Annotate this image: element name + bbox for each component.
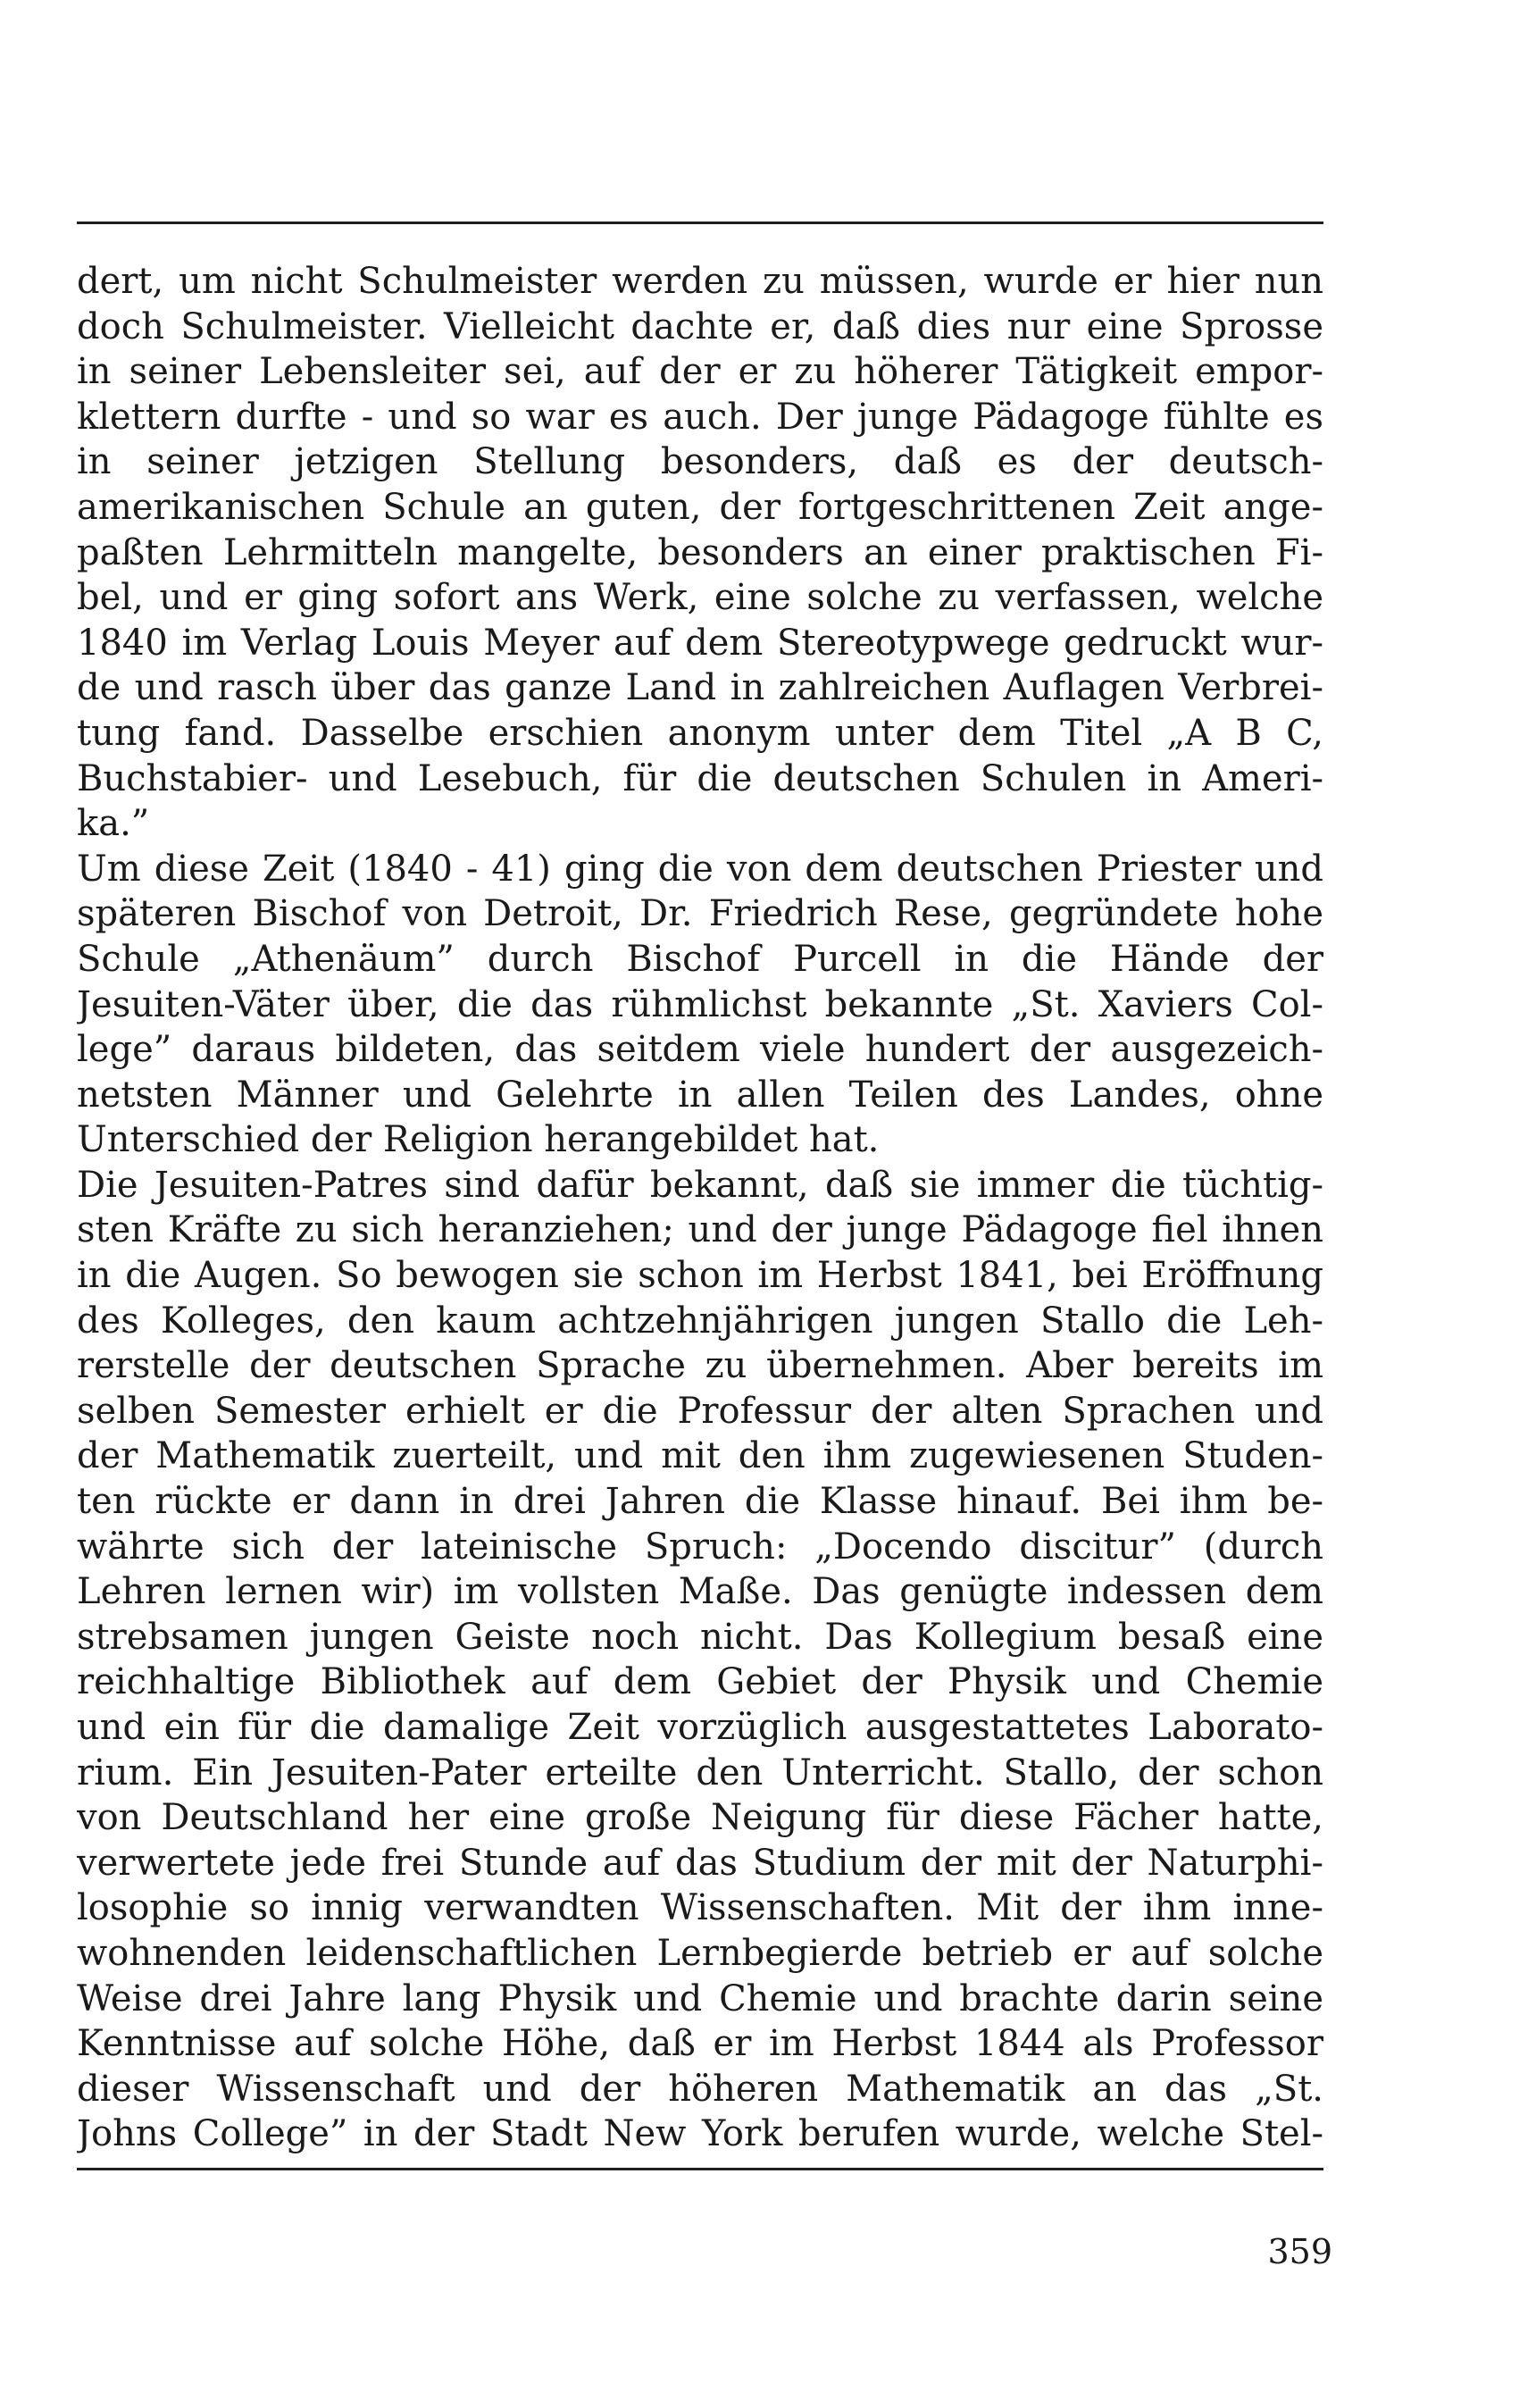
text-line: währte sich der lateinische Spruch: „Docendo discitur” (durch <box>77 1526 1323 1568</box>
text-line: sten Kräfte zu sich heranziehen; und der junge Pädagoge fiel ihnen <box>77 1209 1323 1251</box>
text-line: Schule „Athenäum” durch Bischof Purcell in die Hände der <box>77 938 1323 980</box>
text-line: de und rasch über das ganze Land in zahlreichen Auflagen Verbrei- <box>77 667 1323 709</box>
text-line: rerstelle der deutschen Sprache zu übernehmen. Aber bereits im <box>77 1345 1323 1387</box>
text-line: späteren Bischof von Detroit, Dr. Friedrich Rese, gegründete hohe <box>77 893 1323 935</box>
text-line: tung fand. Dasselbe erschien anonym unter dem Titel „A B C, <box>77 712 1323 754</box>
text-line: losophie so innig verwandten Wissenschaften. Mit der ihm inne- <box>77 1887 1323 1929</box>
text-line: des Kolleges, den kaum achtzehnjährigen jungen Stallo die Leh- <box>77 1300 1323 1342</box>
text-line: reichhaltige Bibliothek auf dem Gebiet der Physik und Chemie <box>77 1661 1323 1703</box>
text-line: der Mathematik zuerteilt, und mit den ihm zugewiesenen Studen- <box>77 1435 1323 1477</box>
text-line: 1840 im Verlag Louis Meyer auf dem Stereotypwege gedruckt wur- <box>77 622 1323 664</box>
text-line: lege” daraus bildeten, das seitdem viele hundert der ausgezeich- <box>77 1029 1323 1071</box>
text-line: ten rückte er dann in drei Jahren die Klasse hinauf. Bei ihm be- <box>77 1481 1323 1523</box>
text-line: dieser Wissenschaft und der höheren Mathematik an das „St. <box>77 2068 1323 2110</box>
text-line: von Deutschland her eine große Neigung für diese Fächer hatte, <box>77 1797 1323 1839</box>
text-line: und ein für die damalige Zeit vorzüglich ausgestattetes Laborato- <box>77 1707 1323 1748</box>
text-line: wohnenden leidenschaftlichen Lernbegierde betrieb er auf solche <box>77 1932 1323 1974</box>
text-line: verwertete jede frei Stunde auf das Studium der mit der Naturphi- <box>77 1842 1323 1884</box>
text-line: selben Semester erhielt er die Professur der alten Sprachen und <box>77 1390 1323 1432</box>
text-line: netsten Männer und Gelehrte in allen Teilen des Landes, ohne <box>77 1074 1323 1116</box>
text-line: klettern durfte - und so war es auch. Der junge Pädagoge fühlte es <box>77 396 1323 438</box>
top-rule <box>77 222 1323 224</box>
text-line: amerikanischen Schule an guten, der fortgeschrittenen Zeit ange- <box>77 486 1323 528</box>
text-line: bel, und er ging sofort ans Werk, eine solche zu verfassen, welche <box>77 577 1323 619</box>
text-line: paßten Lehrmitteln mangelte, besonders an einer praktischen Fi- <box>77 531 1323 573</box>
text-line: Jesuiten-Väter über, die das rühmlichst bekannte „St. Xaviers Col- <box>77 983 1323 1025</box>
page-number: 359 <box>1267 2232 1332 2271</box>
text-line: Die Jesuiten-Patres sind dafür bekannt, daß sie immer die tüchtig- <box>77 1164 1323 1206</box>
text-line: dert, um nicht Schulmeister werden zu müssen, wurde er hier nun <box>77 261 1323 302</box>
text-line: rium. Ein Jesuiten-Pater erteilte den Unterricht. Stallo, der schon <box>77 1752 1323 1793</box>
text-line: strebsamen jungen Geiste noch nicht. Das Kollegium besaß eine <box>77 1616 1323 1658</box>
text-line: in seiner jetzigen Stellung besonders, daß es der deutsch- <box>77 441 1323 483</box>
text-line: Buchstabier- und Lesebuch, für die deutschen Schulen in Ameri- <box>77 757 1323 799</box>
text-line: Kenntnisse auf solche Höhe, daß er im Herbst 1844 als Professor <box>77 2023 1323 2065</box>
text-line: ka.” <box>77 803 150 845</box>
text-line: in seiner Lebensleiter sei, auf der er zu höherer Tätigkeit empor- <box>77 351 1323 393</box>
text-line: Unterschied der Religion herangebildet hat. <box>77 1119 880 1161</box>
text-line: Weise drei Jahre lang Physik und Chemie und brachte darin seine <box>77 1977 1323 2019</box>
bottom-rule <box>77 2168 1323 2170</box>
body-text <box>77 259 1323 2157</box>
text-line: Um diese Zeit (1840 - 41) ging die von dem deutschen Priester und <box>77 848 1323 890</box>
text-line: Johns College” in der Stadt New York berufen wurde, welche Stel- <box>77 2113 1323 2155</box>
text-line: Lehren lernen wir) im vollsten Maße. Das genügte indessen dem <box>77 1571 1323 1613</box>
text-line: doch Schulmeister. Vielleicht dachte er, daß dies nur eine Sprosse <box>77 305 1323 347</box>
text-line: in die Augen. So bewogen sie schon im Herbst 1841, bei Eröffnung <box>77 1255 1323 1297</box>
